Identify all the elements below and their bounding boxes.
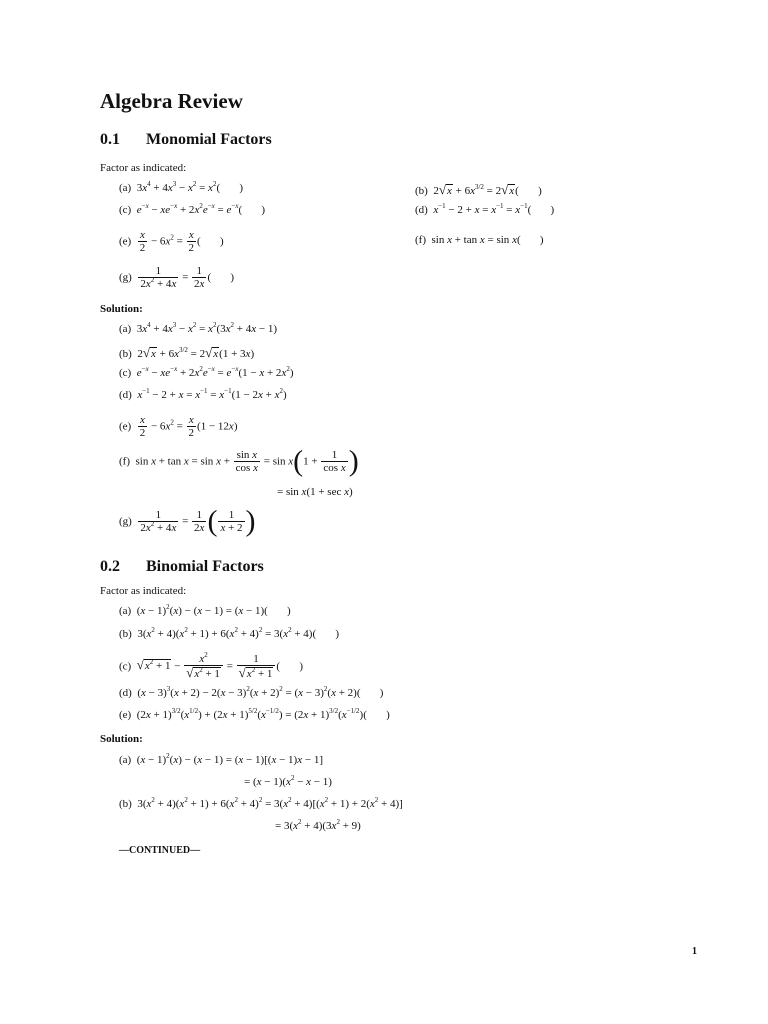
section-number: 0.2: [100, 558, 120, 575]
section-number: 0.1: [100, 131, 120, 148]
problem-1g: (g) $\frac{1}{2x^2 + 4x}$ = $\frac{1}{2x}$ ( ): [119, 265, 235, 291]
problem-1a: (a) $3x^4 + 4x^3 - x^2 = x^2$( ): [119, 180, 244, 194]
solution-2b-line2: = $3(x^2 + 4)(3x^2 + 9)$: [275, 818, 361, 832]
problem-1c: (c) $e^{-x} - xe^{-x} + 2x^2e^{-x} = e^{-x}$( ): [119, 202, 266, 216]
solution-1c: (c) $e^{-x} - xe^{-x} + 2x^2e^{-x} = e^{-x}(1 - x + 2x^2)$: [119, 365, 294, 379]
problem-1b: (b) $2√x + 6x^{3/2} = 2√x$( ): [415, 182, 542, 197]
page-title: Algebra Review: [100, 89, 243, 113]
solution-label: Solution:: [100, 303, 143, 315]
problem-2d: (d) $(x - 3)^3(x + 2) - 2(x - 3)^2(x + 2)^2 = (x - 3)^2(x + 2)$( ): [119, 685, 384, 699]
solution-2a-line2: = $(x - 1)(x^2 - x - 1)$: [244, 774, 332, 788]
problem-2b: (b) $3(x^2 + 4)(x^2 + 1) + 6(x^2 + 4)^2 = 3(x^2 + 4)$( ): [119, 626, 340, 640]
solution-2a-line1: (a) $(x - 1)^2(x) - (x - 1) = (x - 1)[(x - 1)x - 1]$: [119, 752, 323, 766]
solution-1e: (e) $\frac{x}{2}$ − $6x^2$ = $\frac{x}{2}$ (1 − 12x): [119, 414, 238, 440]
problem-1f: (f) sin x + tan x = sin x( ): [415, 234, 544, 246]
instructions: Factor as indicated:: [100, 162, 187, 174]
solution-1b: (b) $2√x + 6x^{3/2} = 2√x(1 + 3x)$: [119, 345, 255, 360]
continued-marker: —CONTINUED—: [119, 845, 201, 856]
problem-2a: (a) $(x - 1)^2(x) - (x - 1) = (x - 1)$( ): [119, 603, 291, 617]
solution-2b-line1: (b) $3(x^2 + 4)(x^2 + 1) + 6(x^2 + 4)^2 = 3(x^2 + 4)[(x^2 + 1) + 2(x^2 + 4)]$: [119, 796, 403, 810]
section-title: Monomial Factors: [146, 131, 272, 148]
section-title: Binomial Factors: [146, 558, 264, 575]
solution-1g: (g) $\frac{1}{2x^2 + 4x}$ = $\frac{1}{2x}$ ( $\frac{1}{x + 2}$ ): [119, 504, 256, 538]
problem-1e: (e) $\frac{x}{2}$ − $6x^2$ = $\frac{x}{2}$ ( ): [119, 229, 224, 255]
section-heading-monomial: [100, 131, 272, 149]
problem-1d: (d) $x^{-1} - 2 + x = x^{-1} = x^{-1}$( ): [415, 202, 555, 216]
problem-2c: (c) $√x^2 + 1$ − $\frac{x^2}{√x^2 + 1}$ = $\frac{1}{√x^2 + 1}$ ( ): [119, 651, 303, 681]
solution-1f-line1: (f) sin x + tan x = sin x + $\frac{\text{sin x}}{\text{cos x}}$ = sin x(1 + $\frac{1}{\text{cos x}}$ ): [119, 444, 359, 478]
solution-label: Solution:: [100, 733, 143, 745]
page-number: 1: [692, 946, 697, 957]
instructions: Factor as indicated:: [100, 585, 187, 597]
solution-1d: (d) $x^{-1} - 2 + x = x^{-1} = x^{-1}(1 - 2x + x^2)$: [119, 387, 287, 401]
section-heading-binomial: [100, 558, 264, 576]
solution-1f-line2: = sin x(1 + sec x): [277, 486, 353, 498]
problem-2e: (e) $(2x + 1)^{3/2}(x^{1/2}) + (2x + 1)^{5/2}(x^{-1/2}) = (2x + 1)^{3/2}(x^{-1/2})$( ): [119, 707, 390, 721]
solution-1a: (a) $3x^4 + 4x^3 - x^2 = x^2(3x^2 + 4x - 1)$: [119, 321, 277, 335]
